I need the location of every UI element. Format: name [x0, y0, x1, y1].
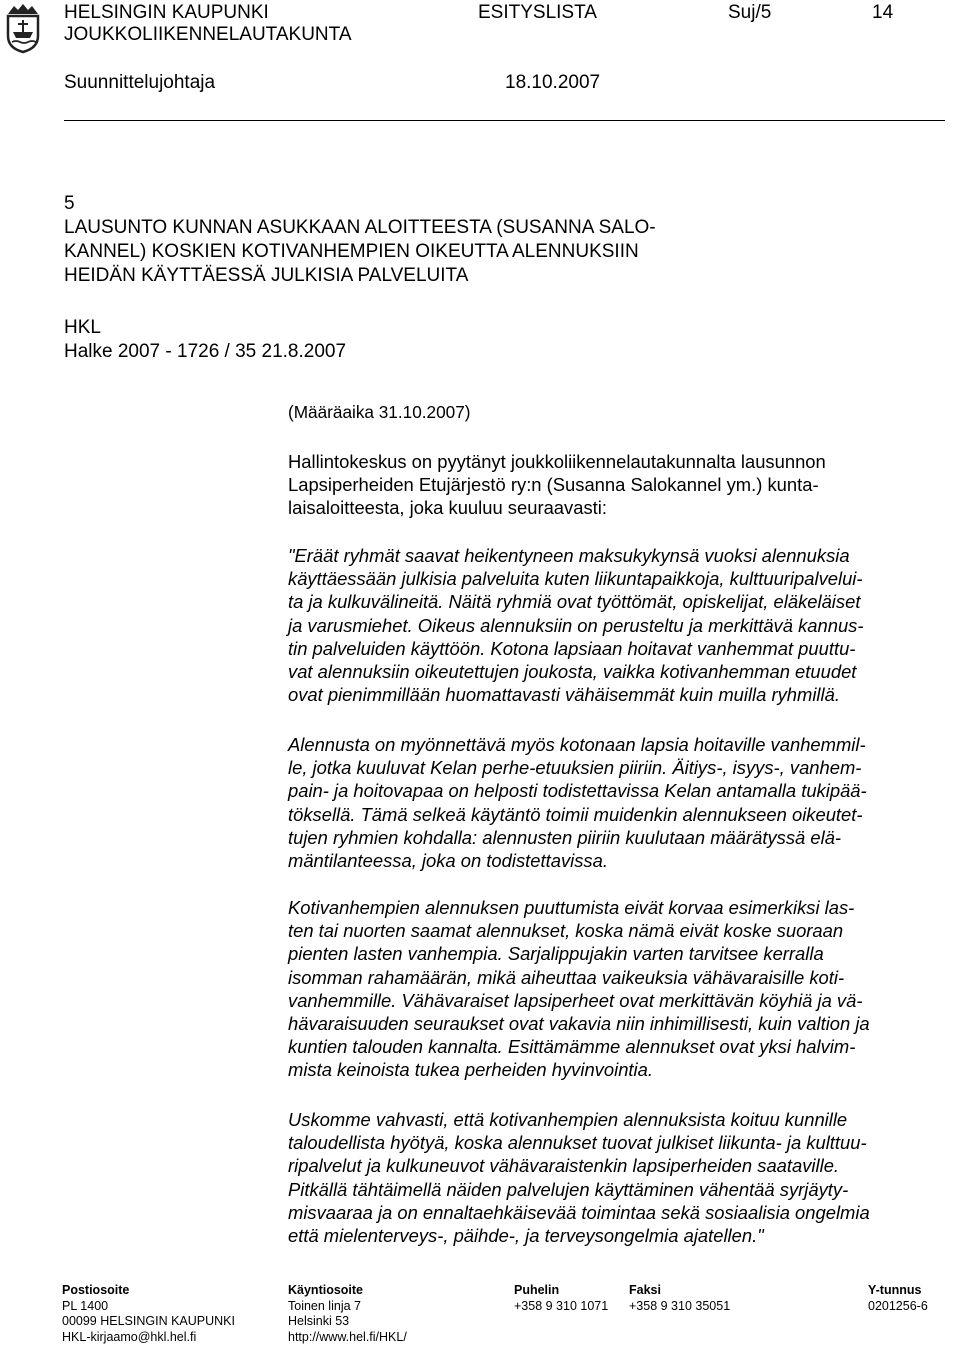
footer-heading: Postiosoite — [62, 1283, 130, 1297]
footer-heading: Käyntiosoite — [288, 1283, 364, 1297]
quote-line: ja varusmiehet. Oikeus alennuksiin on perusteltu ja merkittävä kannus- — [288, 614, 864, 636]
quote-line: taloudellista hyötyä, koska alennukset tuovat julkiset liikunta- ja kulttuu- — [288, 1132, 867, 1154]
deadline: (Määräaika 31.10.2007) — [288, 402, 471, 422]
item-title-line: LAUSUNTO KUNNAN ASUKKAAN ALOITTEESTA (SUSANNA SALO- — [64, 217, 656, 238]
page-number: 14 — [872, 2, 894, 23]
footer-heading: Puhelin — [514, 1283, 560, 1297]
quote-line: töksellä. Tämä selkeä käytäntö toimii muidenkin alennukseen oikeutet- — [288, 803, 863, 825]
footer-heading: Faksi — [629, 1283, 661, 1297]
quote-line: käyttäessään julkisia palveluita kuten liikuntapaikkoja, kulttuuripalvelui- — [288, 568, 863, 590]
board-name: JOUKKOLIIKENNELAUTAKUNTA — [64, 24, 352, 45]
footer-web-link[interactable]: http://www.hel.fi/HKL/ — [288, 1329, 407, 1344]
footer-email-link[interactable]: HKL-kirjaamo@hkl.hel.fi — [62, 1329, 197, 1344]
quote-line: misvaaraa ja on ennaltaehkäisevää toimintaa sekä sosiaalisia ongelmia — [288, 1201, 870, 1223]
reference-block — [64, 316, 346, 364]
reference-org: HKL — [64, 317, 101, 338]
quote-line: le, jotka kuuluvat Kelan perhe-etuuksien piiriin. Äitiys-, isyys-, vanhem- — [288, 757, 862, 779]
reference-line: Halke 2007 - 1726 / 35 21.8.2007 — [64, 341, 347, 362]
quote-line: Pitkällä tähtäimellä näiden palvelujen käyttäminen vähentää syrjäyty- — [288, 1178, 849, 1200]
footer-value: Toinen linja 7 — [288, 1298, 361, 1313]
quote-line: Uskomme vahvasti, että kotivanhempien alennuksista koituu kunnille — [288, 1109, 848, 1130]
footer-visiting — [288, 1283, 407, 1345]
footer-phone — [514, 1283, 608, 1314]
quote-paragraph — [288, 896, 948, 1082]
footer-value: 0201256-6 — [868, 1298, 928, 1313]
doc-ref: Suj/5 — [728, 2, 772, 23]
quote-line: ripalvelut ja kulkuneuvot vähävaraistenkin lapsiperheiden saataville. — [288, 1155, 840, 1177]
item-number: 5 — [64, 193, 75, 214]
author-title: Suunnittelujohtaja — [64, 72, 216, 93]
footer-value: +358 9 310 1071 — [514, 1298, 609, 1313]
quote-line: Kotivanhempien alennuksen puuttumista eivät korvaa esimerkiksi las- — [288, 897, 855, 918]
intro-line: Hallintokeskus on pyytänyt joukkoliikennelautakunnalta lausunnon — [288, 451, 826, 472]
quote-line: isomman rahamäärän, mikä aiheuttaa vaikeuksia vähävaraisille koti- — [288, 966, 845, 988]
quote-paragraph — [288, 1108, 948, 1247]
item-heading — [64, 192, 656, 288]
quote-line: pienten lasten vanhempia. Sarjalippujakin varten tarvitsee kerralla — [288, 943, 824, 965]
quote-line: Alennusta on myönnettävä myös kotonaan lapsia hoitaville vanhemmil- — [288, 734, 866, 755]
helsinki-crest-icon — [4, 2, 42, 54]
footer-value: 00099 HELSINGIN KAUPUNKI — [62, 1314, 235, 1328]
quote-line: "Eräät ryhmät saavat heikentyneen maksukykynsä vuoksi alennuksia — [288, 545, 850, 566]
item-title-line: HEIDÄN KÄYTTÄESSÄ JULKISIA PALVELUITA — [64, 265, 469, 286]
intro-line: Lapsiperheiden Etujärjestö ry:n (Susanna Salokannel ym.) kunta- — [288, 474, 819, 496]
item-title-line: KANNEL) KOSKIEN KOTIVANHEMPIEN OIKEUTTA ALENNUKSIIN — [64, 241, 639, 262]
quote-line: hävaraisuuden seuraukset ovat vakavia niin inhimillisesti, kuin valtion ja — [288, 1013, 870, 1035]
quote-line: että mielenterveys-, päihde-, ja terveysongelmia ajatellen." — [288, 1225, 764, 1247]
footer-fax — [629, 1283, 730, 1314]
quote-line: kuntien talouden kannalta. Esittämämme alennukset ovat yksi halvim- — [288, 1036, 856, 1058]
header-date: 18.10.2007 — [505, 72, 601, 93]
quote-line: tin palveluiden käyttöön. Kotona lapsiaan hoitavat vanhemmat puuttu- — [288, 637, 856, 659]
quote-paragraph — [288, 544, 948, 706]
quote-line: mäntilanteessa, joka on todistettavissa. — [288, 850, 608, 872]
footer-value: PL 1400 — [62, 1298, 109, 1313]
footer-value: Helsinki 53 — [288, 1314, 350, 1328]
org-name: HELSINGIN KAUPUNKI — [64, 2, 269, 23]
quote-line: pain- ja hoitovapaa on helposti todistettavissa Kelan antamalla tukipää- — [288, 780, 867, 802]
footer-business-id — [868, 1283, 928, 1314]
footer-postal — [62, 1283, 235, 1345]
quote-line: ta ja kulkuvälineitä. Näitä ryhmiä ovat työttömät, opiskelijat, eläkeläiset — [288, 591, 861, 613]
footer-value: +358 9 310 35051 — [629, 1298, 731, 1313]
quote-line: ovat pienimmillään huomattavasti vähäisemmät kuin muilla ryhmillä. — [288, 684, 840, 706]
intro-paragraph — [288, 450, 948, 520]
quote-paragraph — [288, 733, 948, 872]
quote-line: vat alennuksiin oikeutettujen joukosta, vaikka kotivanhemman etuudet — [288, 661, 857, 683]
quote-line: tujen ryhmien kohdalla: alennusten piiriin kuulutaan määrätyssä elä- — [288, 826, 842, 848]
doc-type: ESITYSLISTA — [478, 2, 597, 23]
intro-line: laisaloitteesta, joka kuuluu seuraavasti: — [288, 497, 607, 519]
quote-line: mista keinoista tukea perheiden hyvinvointia. — [288, 1059, 653, 1081]
quote-line: vanhemmille. Vähävaraiset lapsiperheet ovat merkittävän köyhiä ja vä- — [288, 989, 863, 1011]
header-divider — [64, 120, 945, 121]
quote-line: ten tai nuorten saamat alennukset, koska nämä eivät koske suoraan — [288, 920, 844, 942]
footer-heading: Y-tunnus — [868, 1283, 922, 1297]
